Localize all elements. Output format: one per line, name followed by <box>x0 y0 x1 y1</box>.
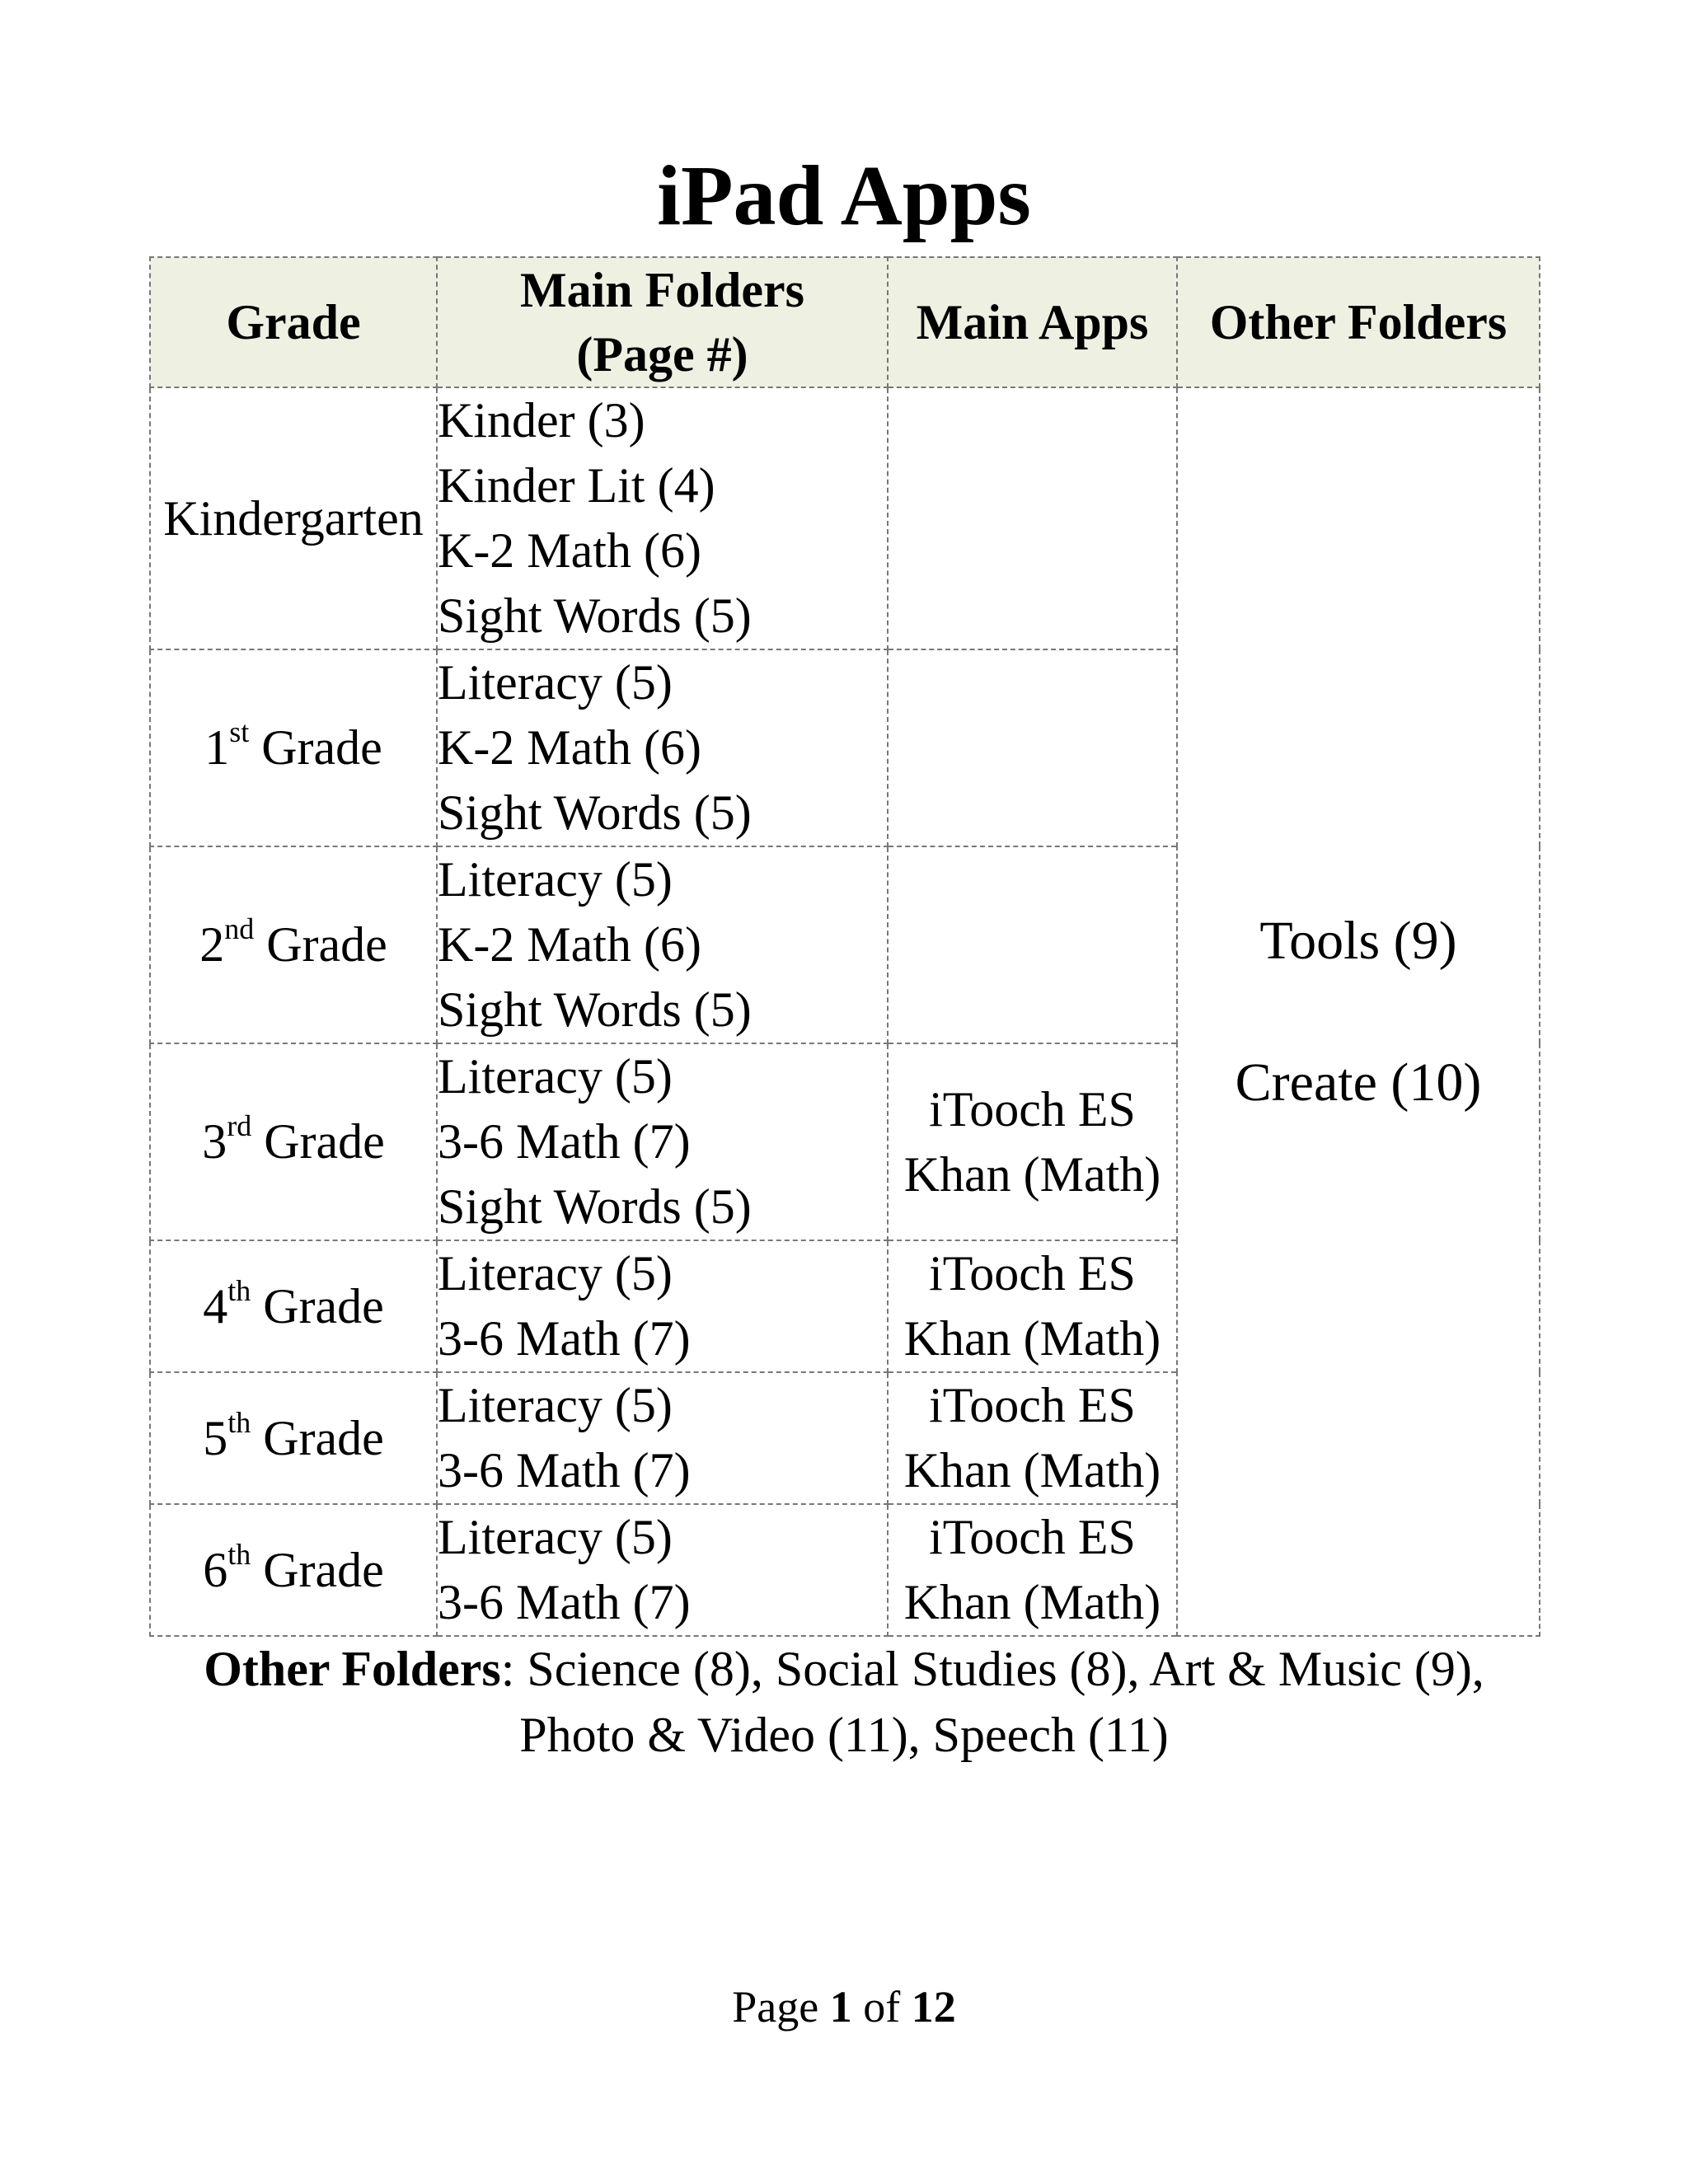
folder-item: 3-6 Math (7) <box>438 1114 691 1169</box>
app-item: Khan (Math) <box>903 1443 1161 1497</box>
table-header-row <box>150 257 1540 387</box>
folder-item: Literacy (5) <box>438 1049 673 1104</box>
grade-number: 3 <box>202 1114 227 1169</box>
grade-cell <box>150 1372 437 1504</box>
page-title: iPad Apps <box>657 148 1031 243</box>
other-folders-cell <box>1177 387 1540 1636</box>
folders-cell <box>437 1504 888 1636</box>
folders-cell <box>437 1043 888 1240</box>
grade-label: Kindergarten <box>163 490 424 546</box>
header-other-folders: Other Folders <box>1177 257 1540 387</box>
grade-suffix: Grade <box>251 1278 384 1333</box>
app-item: iTooch ES <box>929 1081 1136 1137</box>
folder-item: Literacy (5) <box>438 1246 673 1301</box>
grade-number: 4 <box>203 1278 228 1333</box>
ipad-apps-table <box>149 256 1540 1637</box>
folders-cell <box>437 649 888 846</box>
grade-suffix: Grade <box>251 1410 384 1465</box>
grade-number: 2 <box>199 917 225 972</box>
table-row <box>150 387 1540 649</box>
apps-cell <box>888 1043 1177 1240</box>
grade-cell <box>150 649 437 846</box>
other-folder-tools: Tools (9) <box>1259 910 1457 971</box>
grade-ordinal: st <box>229 715 250 748</box>
folder-item: Kinder (3) <box>438 393 645 448</box>
header-main-folders <box>437 257 888 387</box>
folder-item: Literacy (5) <box>438 852 673 907</box>
folder-item: Sight Words (5) <box>438 588 752 643</box>
header-main-folders-line2: (Page #) <box>576 327 748 382</box>
page-number <box>0 1978 1688 2036</box>
folder-item: K-2 Math (6) <box>438 523 701 578</box>
app-item: iTooch ES <box>929 1510 1136 1564</box>
grade-cell <box>150 1240 437 1372</box>
folder-item: 3-6 Math (7) <box>438 1443 691 1497</box>
app-item: Khan (Math) <box>903 1146 1161 1202</box>
other-folders-note <box>0 1636 1688 1768</box>
grade-cell <box>150 387 437 649</box>
grade-ordinal: rd <box>227 1109 252 1142</box>
folder-item: Sight Words (5) <box>438 785 752 840</box>
page-current: 1 <box>829 1982 852 2032</box>
apps-cell <box>888 1372 1177 1504</box>
page-middle: of <box>851 1982 912 2032</box>
grade-ordinal: nd <box>224 912 255 945</box>
app-item: Khan (Math) <box>903 1575 1161 1629</box>
page-prefix: Page <box>732 1982 830 2032</box>
grade-ordinal: th <box>227 1273 251 1307</box>
header-main-apps: Main Apps <box>888 257 1177 387</box>
folder-item: Literacy (5) <box>438 1378 673 1432</box>
grade-number: 6 <box>203 1542 228 1597</box>
grade-cell <box>150 846 437 1043</box>
grade-cell <box>150 1043 437 1240</box>
grade-number: 5 <box>203 1410 228 1465</box>
apps-cell <box>888 649 1177 846</box>
folder-item: 3-6 Math (7) <box>438 1311 691 1366</box>
apps-cell <box>888 1240 1177 1372</box>
other-folders-note-line1: : Science (8), Social Studies (8), Art & Music (9), <box>500 1642 1484 1696</box>
grade-cell <box>150 1504 437 1636</box>
folders-cell <box>437 1372 888 1504</box>
folder-item: 3-6 Math (7) <box>438 1575 691 1629</box>
folder-item: K-2 Math (6) <box>438 917 701 972</box>
folder-item: Sight Words (5) <box>438 982 752 1037</box>
other-folder-create: Create (10) <box>1235 1052 1482 1113</box>
other-folders-note-label: Other Folders <box>204 1642 501 1696</box>
header-grade: Grade <box>150 257 437 387</box>
apps-cell <box>888 387 1177 649</box>
folder-item: Kinder Lit (4) <box>438 458 715 513</box>
app-item: iTooch ES <box>929 1246 1136 1301</box>
folder-item: Sight Words (5) <box>438 1179 752 1234</box>
grade-suffix: Grade <box>249 720 382 775</box>
folder-item: Literacy (5) <box>438 655 673 710</box>
header-main-folders-line1: Main Folders <box>520 263 804 317</box>
grade-suffix: Grade <box>251 1114 385 1169</box>
page-total: 12 <box>911 1982 956 2032</box>
grade-number: 1 <box>204 720 230 775</box>
folder-item: Literacy (5) <box>438 1510 673 1564</box>
folder-item: K-2 Math (6) <box>438 720 701 775</box>
grade-ordinal: th <box>227 1537 251 1571</box>
app-item: iTooch ES <box>929 1378 1136 1432</box>
apps-cell <box>888 1504 1177 1636</box>
grade-suffix: Grade <box>251 1542 384 1597</box>
grade-ordinal: th <box>227 1405 251 1439</box>
app-item: Khan (Math) <box>903 1311 1161 1366</box>
folders-cell <box>437 387 888 649</box>
grade-suffix: Grade <box>254 917 387 972</box>
apps-cell <box>888 846 1177 1043</box>
folders-cell <box>437 846 888 1043</box>
other-folders-note-line2: Photo & Video (11), Speech (11) <box>519 1708 1169 1762</box>
folders-cell <box>437 1240 888 1372</box>
